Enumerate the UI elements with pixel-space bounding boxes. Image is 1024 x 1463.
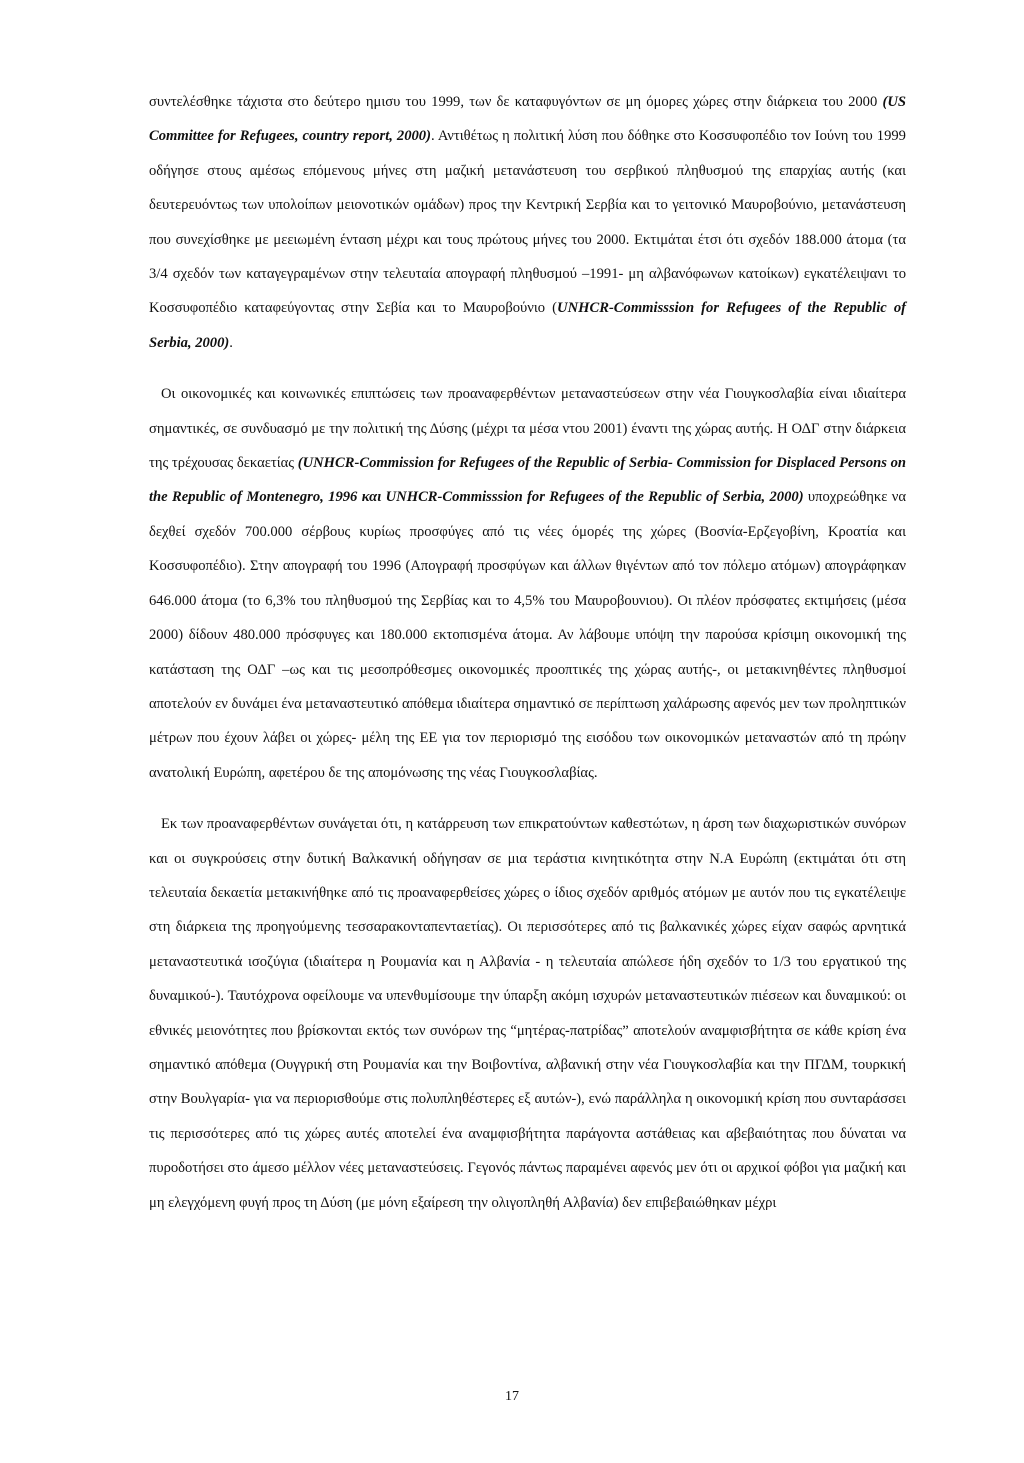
paragraph-1 <box>149 85 906 360</box>
citation: (US Committee for Refugees, country report, 2000) <box>149 94 906 145</box>
paragraph-text: . Αντιθέτως η πολιτική λύση που δόθηκε στο Κοσσυφοπέδιο τον Ιούνη του 1999 οδήγησε στους αμέσως επόμενους μήνες στη μαζική μετανάστευση του σερβικού πληθυσμού της επαρχίας αυτής (και δευτερευόντως των υπολοίπων μειονοτικών ομάδων) προς την Κεντρική Σερβία και το γειτονικό Μαυροβούνιο, μετανάστευση που συνεχίσθηκε με μεειωμένη ένταση μέχρι και τους πρώτους μήνες του 2000. Εκτιμάται έτσι ότι σχεδόν 188.000 άτομα (τα 3/4 σχεδόν των καταγεγραμένων στην τελευταία απογραφή πληθυσμού –1991- μη αλβανόφωνων κατοίκων) εγκατέλειψανι το Κοσσυφοπέδιο καταφεύγοντας στην Σεβία και το Μαυροβούνιο ( <box>149 128 906 317</box>
citation: (UNHCR-Commission for Refugees of the Republic of Serbia- Commission for Displaced Persons on the Republic of Montenegro, 1996 και UNHCR-Commisssion for Refugees of the Republic of Serbia, 2000) <box>149 455 906 506</box>
paragraph-2 <box>149 377 906 790</box>
paragraph-text: Εκ των προαναφερθέντων συνάγεται ότι, η κατάρρευση των επικρατούντων καθεστώτων, η άρση των διαχωριστικών συνόρων και οι συγκρούσεις στην δυτική Βαλκανική οδήγησαν σε μια τεράστια κινητικότητα στην Ν.Α Ευρώπη (εκτιμάται ότι στη τελευταία δεκαετία μετακινήθηκε από τις προαναφερθείσες χώρες ο ίδιος σχεδόν αριθμός ατόμων με αυτόν που τις εγκατέλειψε στη διάρκεια της προηγούμενης τεσσαρακονταπενταετίας). Οι περισσότερες από τις βαλκανικές χώρες είχαν σαφώς αρνητικά μεταναστευτικά ισοζύγια (ιδιαίτερα η Ρουμανία και η Αλβανία - η τελευταία απώλεσε ήδη σχεδόν το 1/3 του εργατικού της δυναμικού-). Ταυτόχρονα οφείλουμε να υπενθυμίσουμε την ύπαρξη ακόμη ισχυρών μεταναστευτικών πιέσεων και δυναμικού: οι εθνικές μειονότητες που βρίσκονται εκτός των συνόρων της “μητέρας-πατρίδας” αποτελούν αναμφισβήτητα σε κάθε κρίση ένα σημαντικό απόθεμα (Ουγγρική στη Ρουμανία και την Βοιβοντίνα, αλβανική στην νέα Γιουγκοσλαβία και την ΠΓΔΜ, τουρκική στην Βουλγαρία- για να περιορισθούμε στις πολυπληθέστερες εξ αυτών-), ενώ παράλληλα η οικονομική κρίση που συνταράσσει τις περισσότερες από τις χώρες αυτές αποτελεί ένα αναμφισβήτητα παράγοντα αστάθειας και αβεβαιότητας που δύναται να πυροδοτήσει στο άμεσο μέλλον νέες μεταναστεύσεις. Γεγονός πάντως παραμένει αφενός μεν ότι οι αρχικοί φόβοι για μαζική και μη ελεγχόμενη φυγή προς τη Δύση (με μόνη εξαίρεση την ολιγοπληθή Αλβανία) δεν επιβεβαιώθηκαν μέχρι <box>149 816 906 1211</box>
page-number: 17 <box>505 1389 519 1404</box>
paragraph-text: Οι οικονομικές και κοινωνικές επιπτώσεις των προαναφερθέντων μεταναστεύσεων στην νέα Γιουγκοσλαβία είναι ιδιαίτερα σημαντικές, σε συνδυασμό με την πολιτική της Δύσης (μέχρι τα μέσα ντου 2001) έναντι της χώρας αυτής. Η ΟΔΓ στην διάρκεια της τρέχουσας δεκαετίας <box>149 386 906 472</box>
paragraph-text: . <box>229 334 233 351</box>
paragraph-3 <box>149 807 906 1220</box>
paragraph-text: υποχρεώθηκε να δεχθεί σχεδόν 700.000 σέρβους κυρίως προσφύγες από τις νέες όμορές της χώρες (Βοσνία-Ερζεγοβίνη, Κροατία και Κοσσυφοπέδιο). Στην απογραφή του 1996 (Απογραφή προσφύγων και άλλων θιγέντων από τον πόλεμο ατόμων) απογράφηκαν 646.000 άτομα (το 6,3% του πληθυσμού της Σερβίας και το 4,5% του Μαυροβουνιου). Οι πλέον πρόσφατες εκτιμήσεις (μέσα 2000) δίδουν 480.000 πρόσφυγες και 180.000 εκτοπισμένα άτομα. Αν λάβουμε υπόψη την παρούσα κρίσιμη οικονομική της κατάσταση της ΟΔΓ –ως και τις μεσοπρόθεσμες οικονομικές προοπτικές της χώρας αυτής-, οι μετακινηθέντες πληθυσμοί αποτελούν εν δυνάμει ένα μεταναστευτικό απόθεμα ιδιαίτερα σημαντικό σε περίπτωση χαλάρωσης αφενός μεν των προληπτικών μέτρων που έχουν λάβει οι χώρες- μέλη της ΕΕ για τον περιορισμό της εισόδου των οικονομικών μεταναστών από τη πρώην ανατολική Ευρώπη, αφετέρου δε της απομόνωσης της νέας Γιουγκοσλαβίας. <box>149 489 907 781</box>
paragraph-text: συντελέσθηκε τάχιστα στο δεύτερο ημισυ του 1999, των δε καταφυγόντων σε μη όμορες χώρες στην διάρκεια του 2000 <box>149 94 883 110</box>
document-page <box>149 85 906 1220</box>
citation: UNHCR-Commisssion for Refugees of the Republic of Serbia, 2000) <box>149 300 906 351</box>
